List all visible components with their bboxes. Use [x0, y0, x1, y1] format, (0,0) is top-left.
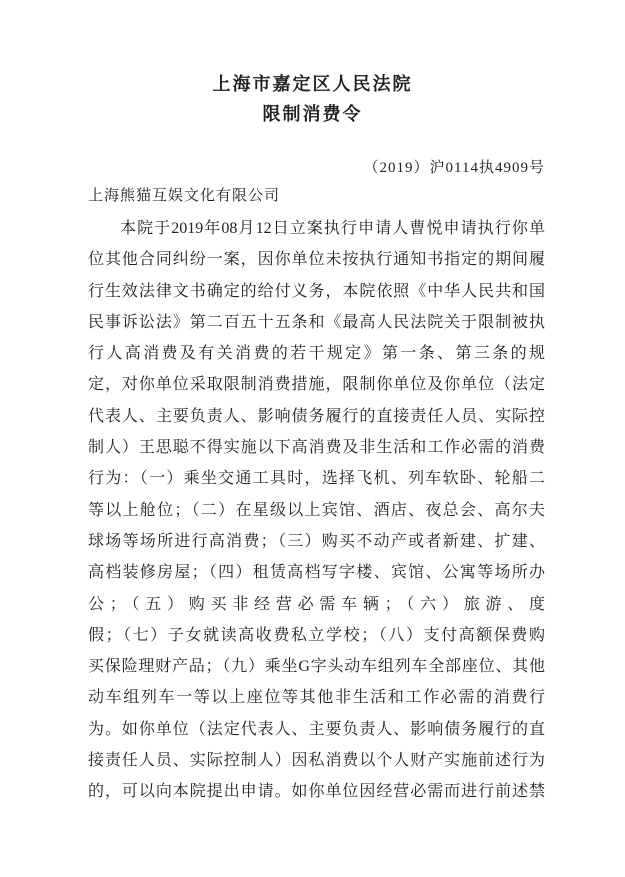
body-line: 球场等场所进行高消费；（三）购买不动产或者新建、扩建、 — [88, 532, 545, 550]
body-line: 买保险理财产品；（九）乘坐G字头动车组列车全部座位、其他 — [88, 658, 545, 676]
body-line: 民事诉讼法》第二百五十五条和《最高人民法院关于限制被执 — [88, 313, 545, 331]
body-line: 本院于2019年08月12日立案执行申请人曹悦申请执行你单 — [120, 220, 545, 237]
document-body — [88, 213, 545, 808]
court-name: 上海市嘉定区人民法院 — [212, 74, 413, 94]
case-number: （2019）沪0114执4909号 — [363, 160, 545, 176]
body-line: 假；（七）子女就读高收费私立学校；（八）支付高额保费购 — [88, 626, 545, 644]
body-line: 行为：（一）乘坐交通工具时，选择飞机、列车软卧、轮船二 — [88, 470, 545, 488]
body-line: 位其他合同纠纷一案，因你单位未按执行通知书指定的期间履 — [88, 251, 545, 269]
addressee-company-name: 上海熊猫互娱文化有限公司 — [88, 188, 281, 204]
body-line: 为。如你单位（法定代表人、主要负责人、影响债务履行的直 — [88, 720, 545, 738]
body-line: 行生效法律文书确定的给付义务，本院依照《中华人民共和国 — [88, 282, 545, 300]
document-title: 限制消费令 — [262, 104, 363, 124]
body-line: 的，可以向本院提出申请。如你单位因经营必需而进行前述禁 — [88, 783, 545, 801]
body-line: 接责任人员、实际控制人）因私消费以个人财产实施前述行为 — [88, 752, 545, 770]
body-line: 定，对你单位采取限制消费措施，限制你单位及你单位（法定 — [88, 376, 545, 394]
body-line: 等以上舱位；（二）在星级以上宾馆、酒店、夜总会、高尔夫 — [88, 501, 545, 519]
body-line: 制人）王思聪不得实施以下高消费及非生活和工作必需的消费 — [88, 439, 545, 457]
body-line: 代表人、主要负责人、影响债务履行的直接责任人员、实际控 — [88, 407, 545, 425]
body-line: 动车组列车一等以上座位等其他非生活和工作必需的消费行 — [88, 689, 545, 707]
body-line: 公；（五）购买非经营必需车辆；（六）旅游、度 — [88, 595, 545, 613]
body-line: 高档装修房屋；（四）租赁高档写字楼、宾馆、公寓等场所办 — [88, 564, 545, 582]
body-line: 行人高消费及有关消费的若干规定》第一条、第三条的规 — [88, 345, 545, 363]
